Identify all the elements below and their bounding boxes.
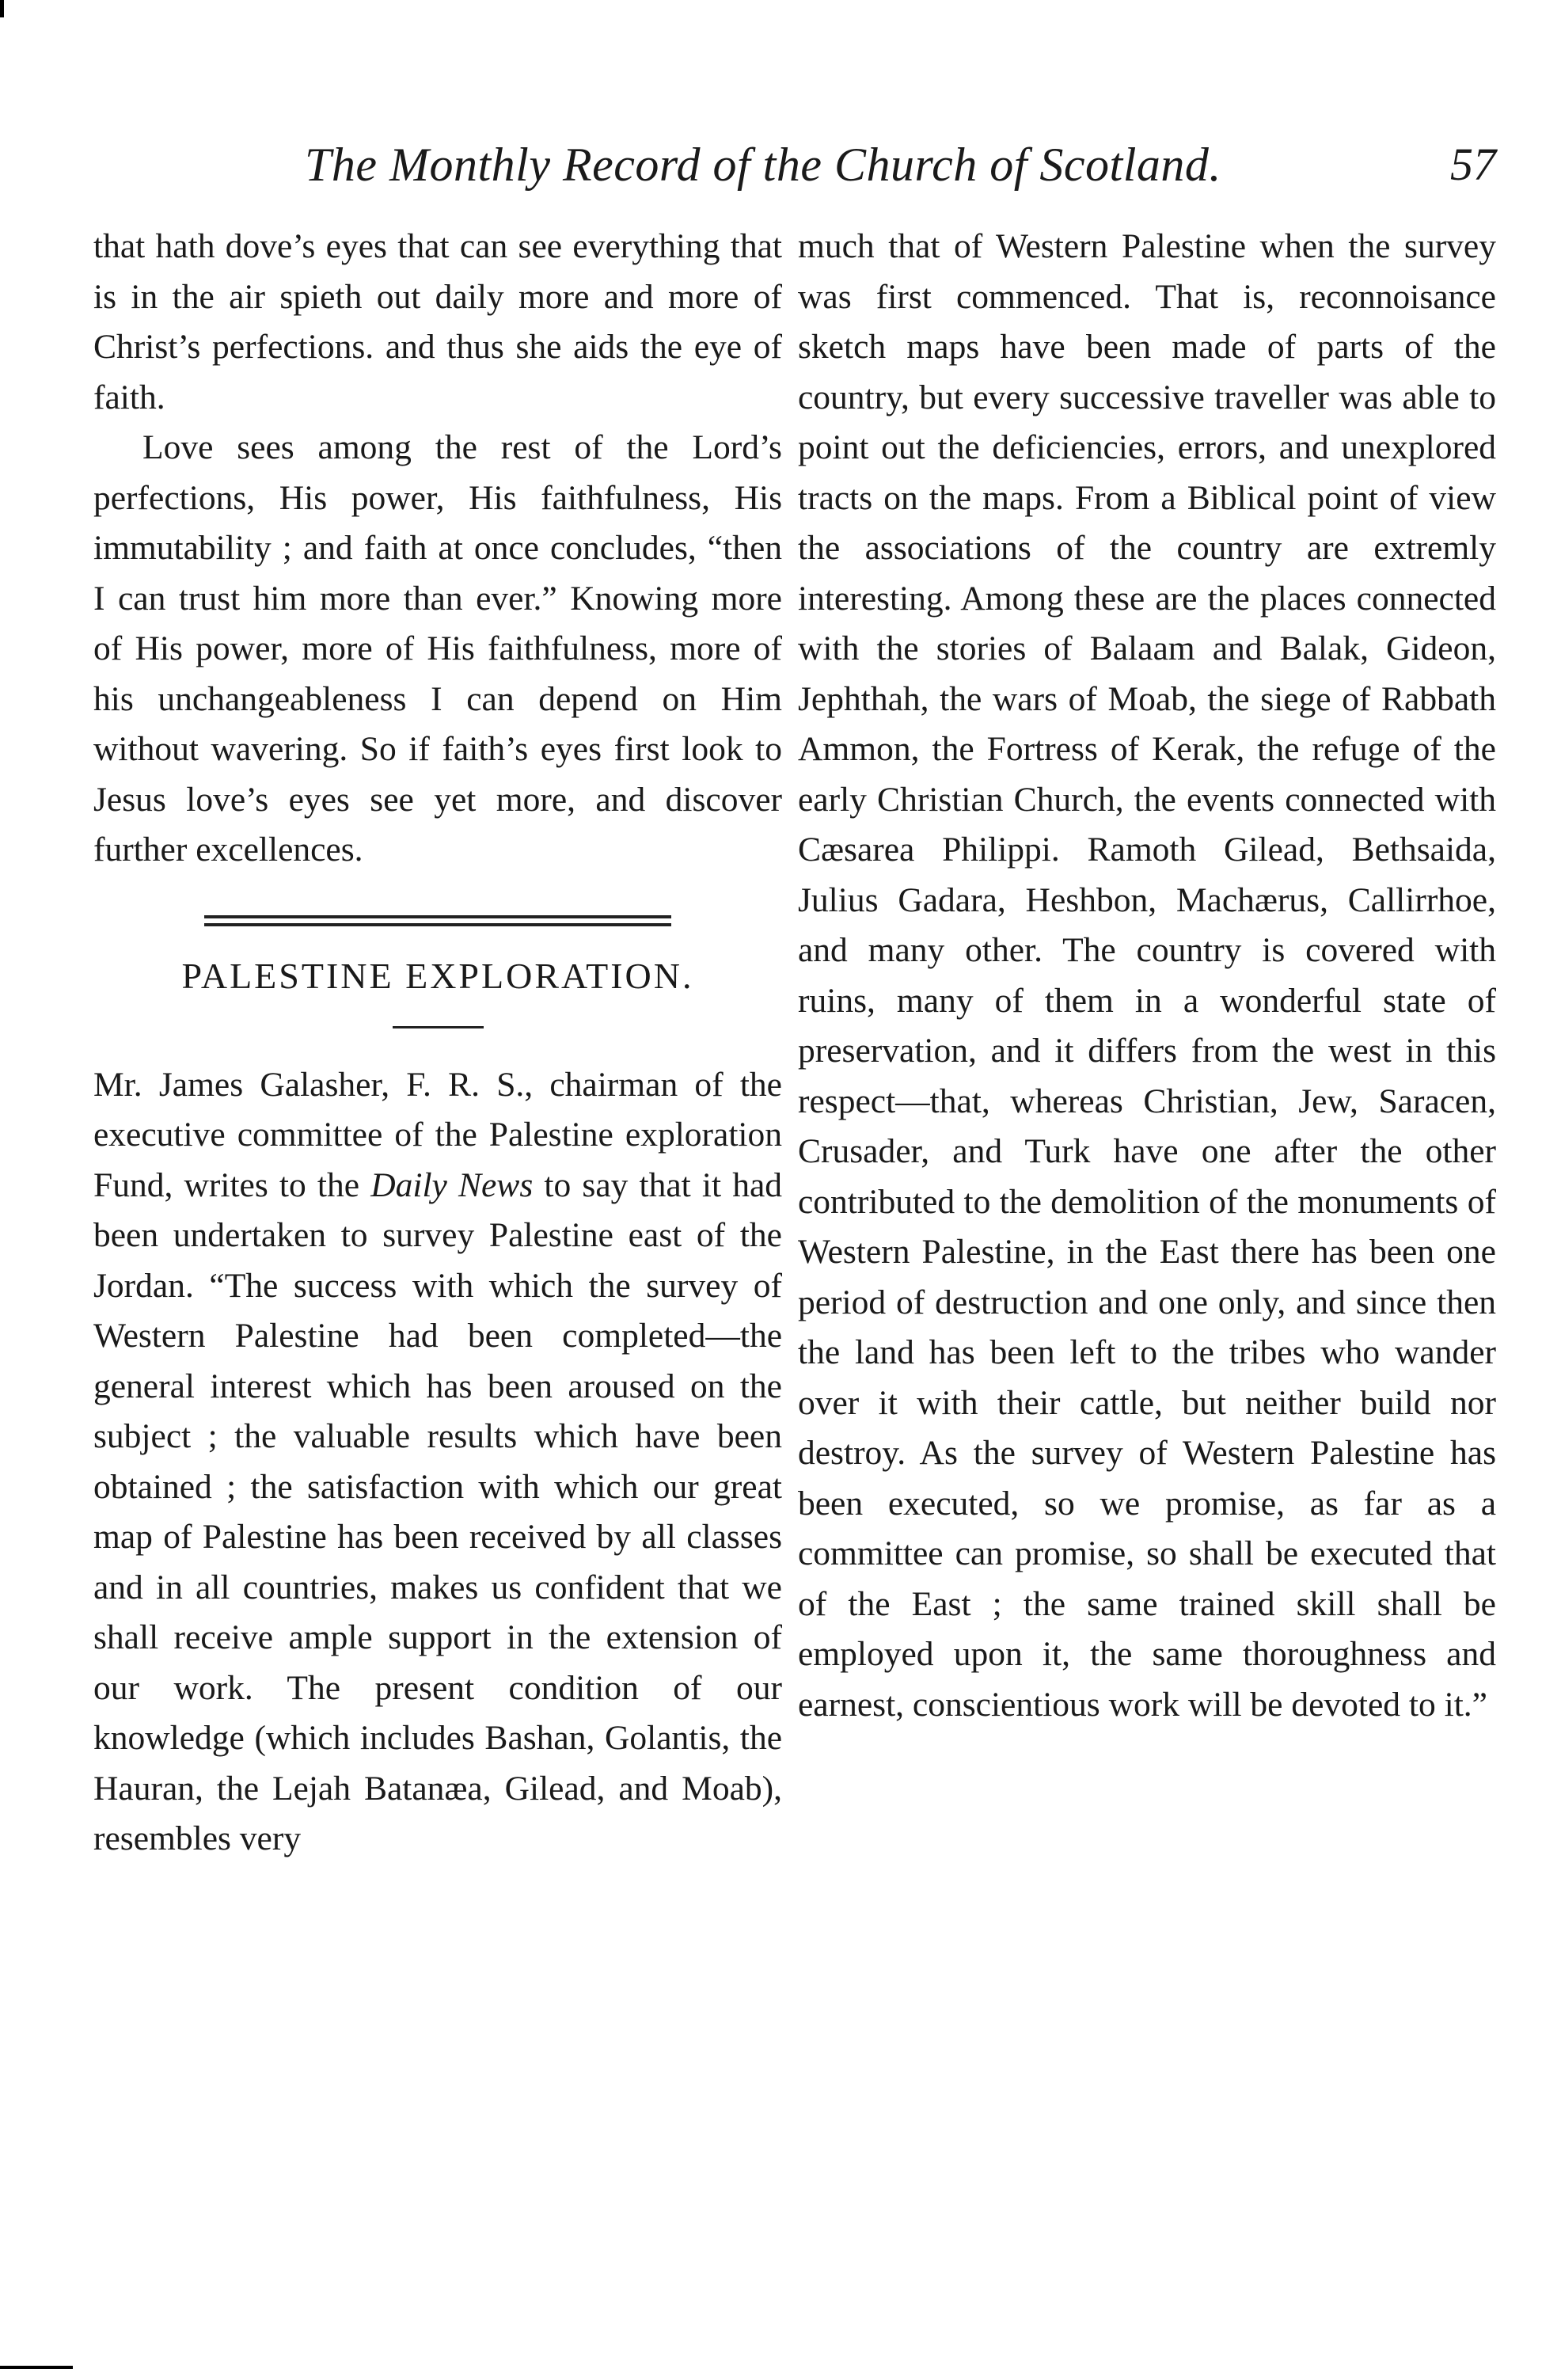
- divider-line: [204, 923, 671, 926]
- paragraph: much that of Western Palestine when the survey was first commenced. That is, reconnoisance sketch maps have been made of parts of the country, but every successive traveller was able to point out the deficiencies, errors, and unexplored tracts on the maps. From a Biblical point of view the associations of the country are extremly interesting. Among these are the places connected with the stories of Balaam and Balak, Gideon, Jephthah, the wars of Moab, the siege of Rabbath Ammon, the Fortress of Kerak, the refuge of the early Christian Church, the events connected with Cæsarea Philippi. Ramoth Gilead, Bethsaida, Julius Gadara, Heshbon, Machærus, Callirrhoe, and many other. The country is covered with ruins, many of them in a wonderful state of preservation, and it differs from the west in this respect—that, whereas Christian, Jew, Saracen, Crusader, and Turk have one after the other contributed to the demolition of the monuments of Western Palestine, in the East there has been one period of destruction and one only, and since then the land has been left to the tribes who wander over it with their cattle, but neither build nor destroy. As the survey of Western Palestine has been executed, so we promise, as far as a committee can promise, so shall be executed that of the East ; the same trained skill shall be employed upon it, the same thoroughness and earnest, conscientious work will be devoted to it.”: [798, 227, 1496, 1724]
- paragraph-text: Mr. James Galasher, F. R. S., chairman of the executive committee of the Palestine exploration Fund, writes to the: [93, 1065, 782, 1204]
- paragraph: Love sees among the rest of the Lord’s perfections, His power, His faithfulness, His immutability ; and faith at once concludes, “then I can trust him more than ever.” Knowing more of His power, more of His faithfulness, more of his unchangeableness I can depend on Him without wavering. So if faith’s eyes first look to Jesus love’s eyes see yet more, and discover further excellences.: [93, 428, 782, 869]
- page-number: 57: [1450, 139, 1496, 190]
- newspaper-name: Daily News: [370, 1165, 534, 1204]
- paragraph: that hath dove’s eyes that can see everything that is in the air spieth out daily more and more of Christ’s perfections. and thus she aids the eye of faith.: [93, 227, 782, 416]
- right-column: [798, 222, 1496, 1730]
- left-column: [93, 222, 782, 1865]
- scan-edge-mark: [0, 0, 4, 17]
- running-title: The Monthly Record of the Church of Scotland.: [305, 139, 1221, 191]
- heading-dash: [393, 1026, 484, 1028]
- running-header: [95, 133, 1496, 196]
- section-heading: PALESTINE EXPLORATION.: [181, 955, 694, 996]
- divider-line: [204, 915, 671, 918]
- section-divider: [204, 915, 671, 926]
- paragraph: [93, 1060, 782, 1865]
- scan-bottom-mark: [0, 2366, 73, 2369]
- paragraph-text: to say that it had been undertaken to survey Palestine east of the Jordan. “The success with which the survey of Western Palestine had been completed—the general interest which has been aroused on the subject ; the valuable results which have been obtained ; the satisfaction with which our great map of Palestine has been received by all classes and in all countries, makes us confident that we shall receive ample support in the extension of our work. The present condition of our knowledge (which includes Bashan, Golantis, the Hauran, the Lejah Batanæa, Gilead, and Moab), resembles very: [93, 1165, 783, 1857]
